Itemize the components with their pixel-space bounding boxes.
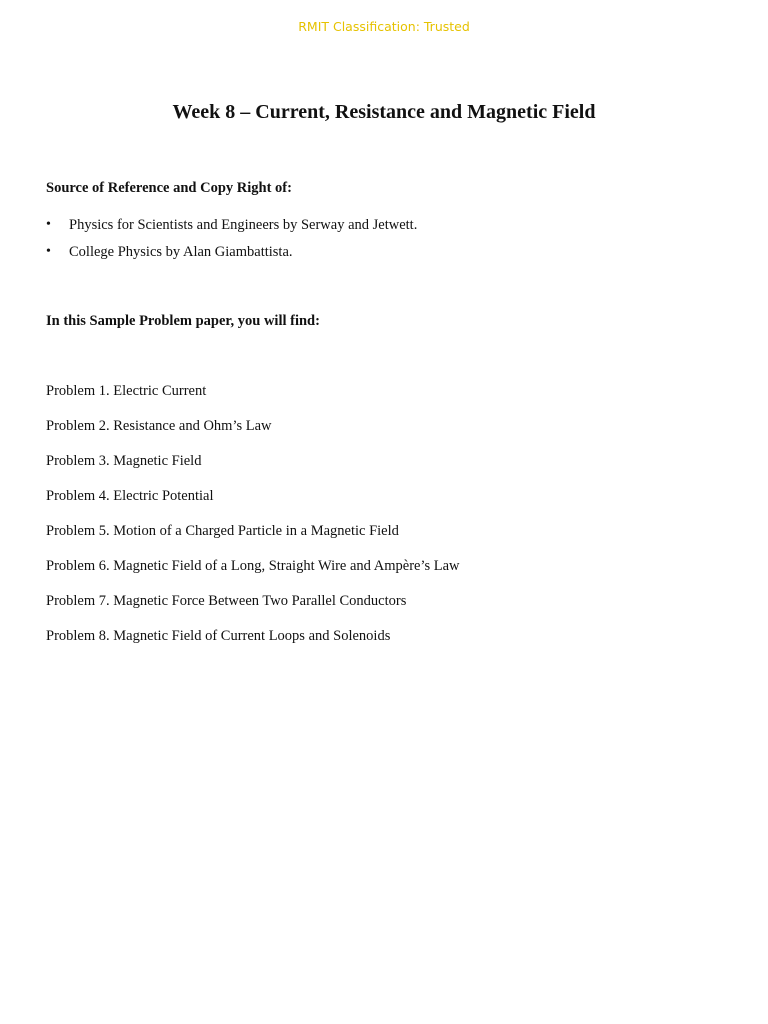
- problem-item-4: Problem 4. Electric Potential: [46, 488, 214, 504]
- problem-item-1: Problem 1. Electric Current: [46, 383, 207, 399]
- reference-item: [46, 216, 417, 243]
- bullet-icon: •: [46, 217, 51, 232]
- references-list: [46, 216, 417, 270]
- document-title: Week 8 – Current, Resistance and Magnetic Field: [172, 101, 596, 123]
- classification-label: RMIT Classification: Trusted: [298, 19, 470, 34]
- problem-item-2: Problem 2. Resistance and Ohm’s Law: [46, 418, 272, 434]
- problem-item-7: Problem 7. Magnetic Force Between Two Parallel Conductors: [46, 593, 407, 609]
- problem-list: [46, 382, 460, 662]
- bullet-icon: •: [46, 244, 51, 259]
- references-heading: Source of Reference and Copy Right of:: [46, 180, 292, 196]
- contents-heading: In this Sample Problem paper, you will find:: [46, 313, 320, 329]
- reference-text: College Physics by Alan Giambattista.: [69, 244, 293, 260]
- problem-item-5: Problem 5. Motion of a Charged Particle in a Magnetic Field: [46, 523, 399, 539]
- problem-item-6: Problem 6. Magnetic Field of a Long, Straight Wire and Ampère’s Law: [46, 558, 460, 574]
- reference-text: Physics for Scientists and Engineers by Serway and Jetwett.: [69, 217, 418, 233]
- problem-item-3: Problem 3. Magnetic Field: [46, 453, 202, 469]
- reference-item: [46, 243, 417, 270]
- problem-item-8: Problem 8. Magnetic Field of Current Loops and Solenoids: [46, 628, 391, 644]
